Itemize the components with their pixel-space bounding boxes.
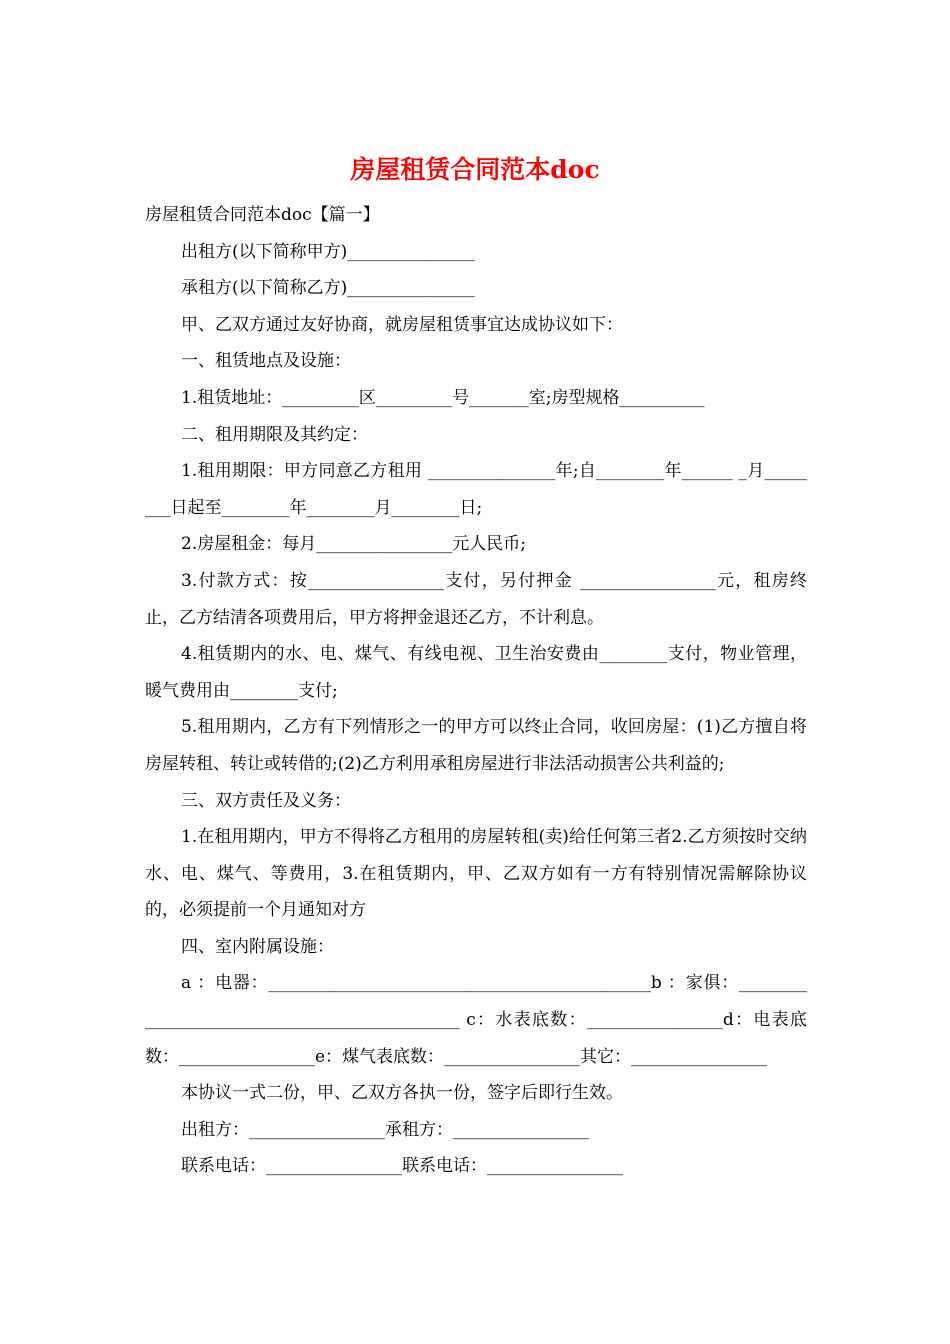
phone-line: 联系电话：________________联系电话：________________ bbox=[181, 1156, 623, 1177]
section-heading-part-one: 房屋租赁合同范本doc【篇一】 bbox=[145, 205, 380, 225]
agreement-intro: 甲、乙双方通过友好协商，就房屋租赁事宜达成协议如下： bbox=[181, 314, 623, 335]
document-title: 房屋租赁合同范本doc bbox=[350, 155, 600, 184]
clause-duties: 1.在租用期内，甲方不得将乙方租用的房屋转租(卖)给任何第三者2.乙方须按时交纳水、电、煤气、等费用，3.在租赁期内，甲、乙双方如有一方有特别情况需解除协议的，必须提前一个月通知对方 bbox=[145, 827, 807, 921]
lessee-line: 承租方(以下简称乙方)_______________ bbox=[181, 278, 475, 299]
signature-line: 出租方：________________承租方：________________ bbox=[181, 1119, 589, 1140]
document-body bbox=[145, 197, 807, 1185]
clause-heading-term: 二、租用期限及其约定： bbox=[181, 424, 368, 445]
clause-termination: 5.租用期内，乙方有下列情形之一的甲方可以终止合同，收回房屋：(1)乙方擅自将房屋转租、转让或转借的;(2)乙方利用承租房屋进行非法活动损害公共利益的; bbox=[145, 717, 807, 774]
clause-heading-facilities: 四、室内附属设施： bbox=[181, 936, 334, 957]
clause-heading-location: 一、租赁地点及设施： bbox=[181, 351, 351, 372]
clause-rent: 2.房屋租金：每月________________元人民币; bbox=[181, 534, 526, 555]
clause-heading-duties: 三、双方责任及义务： bbox=[181, 790, 351, 811]
clause-payment: 3.付款方式：按________________支付，另付押金 ________________元，租房终止，乙方结清各项费用后，甲方将押金退还乙方，不计利息。 bbox=[145, 570, 807, 628]
clause-utilities: 4.租赁期内的水、电、煤气、有线电视、卫生治安费由________支付，物业管理，暖气费用由________支付; bbox=[145, 644, 807, 701]
clause-term: 1.租用期限：甲方同意乙方租用 _______________年;自________年______ _月________日起至________年________月________日; bbox=[145, 461, 807, 518]
clause-effect: 本协议一式二份，甲、乙双方各执一份，签字后即行生效。 bbox=[181, 1083, 623, 1104]
clause-facilities: a ：电器：_____________________________________________b ：家俱：_____________________________________________ c：水表底数：________________d：电表底数：________________e：煤气表底数：________________其它：________________ bbox=[145, 973, 807, 1067]
clause-address: 1.租赁地址：_________区_________号_______室;房型规格__________ bbox=[181, 387, 705, 408]
lessor-line: 出租方(以下简称甲方)_______________ bbox=[181, 241, 475, 262]
